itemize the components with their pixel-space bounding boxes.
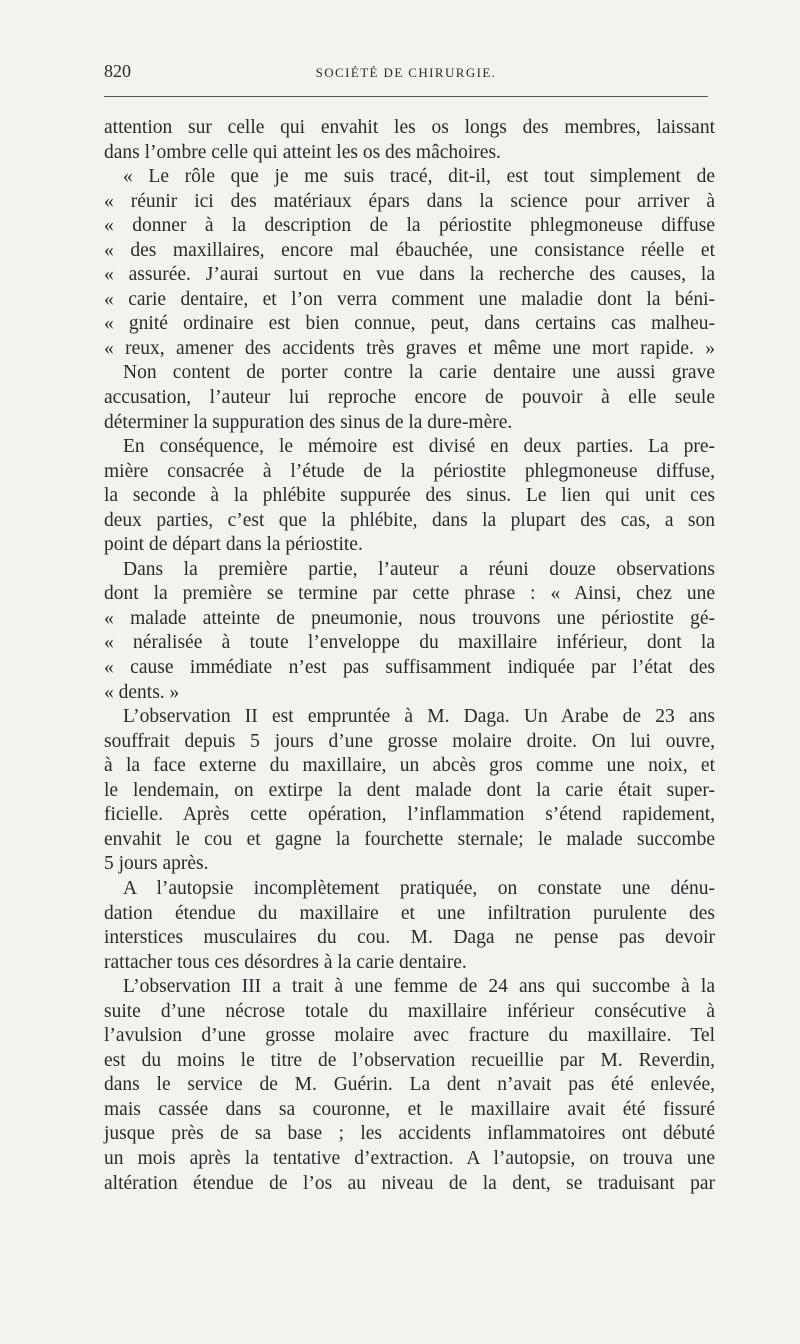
text-line: 5 jours après. [104,853,209,875]
text-line: suite d’une nécrose totale du maxillaire inférieur consécutive à [104,1000,715,1022]
text-line: dans le service de M. Guérin. La dent n’avait pas été enlevée, [104,1074,715,1096]
text-line: « dents. » [104,681,180,703]
text-line: point de départ dans la périostite. [104,534,363,556]
text-line: L’observation II est empruntée à M. Daga. Un Arabe de 23 ans [123,706,715,728]
text-line: le lendemain, on extirpe la dent malade dont la carie était super- [104,779,715,801]
text-line: l’avulsion d’une grosse molaire avec fracture du maxillaire. Tel [104,1025,715,1047]
text-line: ficielle. Après cette opération, l’inflammation s’étend rapidement, [104,804,715,826]
text-line: « donner à la description de la périostite phlegmoneuse diffuse [104,215,715,237]
text-line: envahit le cou et gagne la fourchette sternale; le malade succombe [104,828,715,850]
text-line: un mois après la tentative d’extraction. A l’autopsie, on trouva une [104,1147,715,1169]
text-line: dans l’ombre celle qui atteint les os des mâchoires. [104,141,501,163]
journal-title: SOCIÉTÉ DE CHIRURGIE. [315,65,497,80]
text-line: est du moins le titre de l’observation recueillie par M. Reverdin, [104,1049,715,1071]
text-line: souffrait depuis 5 jours d’une grosse molaire droite. On lui ouvre, [104,730,715,752]
page-number: 820 [104,61,131,81]
body-text [104,116,715,1196]
text-line: « gnité ordinaire est bien connue, peut, dans certains cas malheu- [104,313,715,335]
text-line: « des maxillaires, encore mal ébauchée, une consistance réelle et [104,239,715,261]
text-line: mière consacrée à l’étude de la périostite phlegmoneuse diffuse, [104,460,715,482]
text-line: En conséquence, le mémoire est divisé en deux parties. La pre- [123,436,715,458]
text-line: « réunir ici des matériaux épars dans la science pour arriver à [104,190,715,212]
text-line: « carie dentaire, et l’on verra comment une maladie dont la béni- [104,288,715,310]
text-line: mais cassée dans sa couronne, et le maxillaire avait été fissuré [104,1098,715,1120]
text-line: « néralisée à toute l’enveloppe du maxillaire inférieur, dont la [104,632,715,654]
text-line: accusation, l’auteur lui reproche encore de pouvoir à elle seule [104,387,715,409]
header-rule [104,96,708,97]
text-line: « cause immédiate n’est pas suffisamment indiquée par l’état des [104,657,715,679]
text-line: Dans la première partie, l’auteur a réuni douze observations [123,558,715,580]
text-line: « malade atteinte de pneumonie, nous trouvons une périostite gé- [104,607,715,629]
text-line: la seconde à la phlébite suppurée des sinus. Le lien qui unit ces [104,485,715,507]
text-line: L’observation III a trait à une femme de 24 ans qui succombe à la [123,976,715,998]
text-line: « Le rôle que je me suis tracé, dit-il, est tout simplement de [123,166,715,188]
running-head [104,61,708,87]
text-line: rattacher tous ces désordres à la carie dentaire. [104,951,467,973]
text-line: à la face externe du maxillaire, un abcès gros comme une noix, et [104,755,715,777]
text-line: déterminer la suppuration des sinus de la dure-mère. [104,411,513,433]
text-line: interstices musculaires du cou. M. Daga ne pense pas devoir [104,927,715,949]
text-line: dation étendue du maxillaire et une infiltration purulente des [104,902,715,924]
text-line: altération étendue de l’os au niveau de la dent, se traduisant par [104,1172,715,1194]
text-line: « assurée. J’aurai surtout en vue dans la recherche des causes, la [104,264,715,286]
text-line: Non content de porter contre la carie dentaire une aussi grave [123,362,715,384]
text-line: jusque près de sa base ; les accidents inflammatoires ont débuté [104,1123,715,1145]
text-line: « reux, amener des accidents très graves et même une mort rapide. » [104,337,715,359]
text-line: dont la première se termine par cette phrase : « Ainsi, chez une [104,583,715,605]
text-line: attention sur celle qui envahit les os longs des membres, laissant [104,117,715,138]
text-line: A l’autopsie incomplètement pratiquée, on constate une dénu- [123,877,715,899]
text-line: deux parties, c’est que la phlébite, dans la plupart des cas, a son [104,509,715,531]
